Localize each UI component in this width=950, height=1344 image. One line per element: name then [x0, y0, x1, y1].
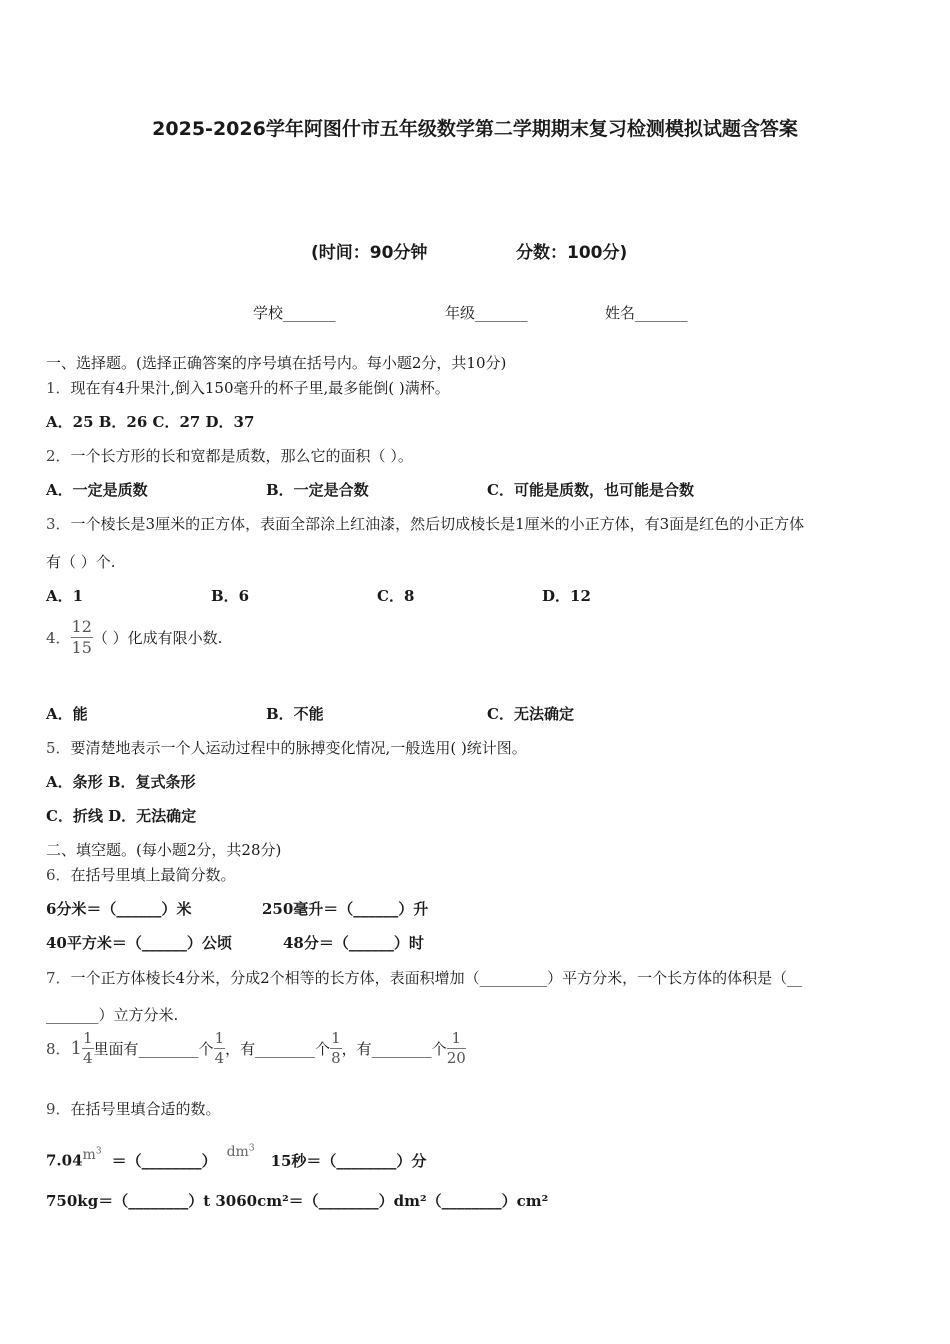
- blank-9a: [46, 1143, 426, 1171]
- whole-number: 1: [70, 1038, 82, 1059]
- question-number: 4．: [46, 629, 71, 647]
- grade-field: 年级_______: [445, 304, 528, 322]
- blank: ＝（________）: [111, 1151, 217, 1170]
- option-c: C．可能是质数，也可能是合数: [487, 481, 694, 499]
- question-3-continued: 有（ ）个.: [46, 553, 116, 571]
- exam-time: (时间：90分钟: [311, 243, 428, 263]
- blank-6c: 40平方米＝（______）公顷: [46, 934, 232, 952]
- question-text: 在括号里填上最简分数。: [70, 866, 236, 884]
- section-2-heading: 二、填空题。(每小题2分，共28分): [46, 841, 282, 859]
- numerator: 1: [447, 1031, 466, 1049]
- question-1-options: A．25 B．26 C．27 D．37: [46, 413, 255, 431]
- question-5-options-1: A．条形 B．复式条形: [46, 773, 196, 791]
- question-text: 一个正方体棱长4分米，分成2个相等的长方体，表面积增加（_________）平方分米，一个长方体的体积是（__: [70, 969, 803, 987]
- option-a: A．1: [46, 587, 84, 605]
- question-4: [46, 619, 222, 656]
- blank: 15秒＝（________）分: [270, 1151, 427, 1170]
- page-title: 2025-2026学年阿图什市五年级数学第二学期期末复习检测模拟试题含答案: [152, 118, 798, 140]
- option-b: B．6: [211, 587, 250, 605]
- option-a: A．一定是质数: [46, 481, 148, 499]
- question-text: （ ）化成有限小数.: [92, 629, 223, 647]
- question-2: [46, 445, 413, 466]
- question-3: [46, 513, 804, 534]
- blank-6d: 48分＝（______）时: [283, 934, 424, 952]
- denominator: 4: [214, 1049, 225, 1067]
- blank-6b: 250毫升＝（______）升: [262, 900, 429, 918]
- numerator: 1: [83, 1029, 93, 1047]
- denominator: 15: [71, 638, 92, 657]
- fraction: [71, 619, 93, 656]
- question-5: [46, 737, 527, 758]
- question-text: 要清楚地表示一个人运动过程中的脉搏变化情况,一般选用( )统计图。: [70, 739, 527, 757]
- numerator: 1: [331, 1029, 341, 1047]
- school-field: 学校_______: [253, 304, 336, 322]
- name-field: 姓名_______: [605, 304, 688, 322]
- denominator: 20: [446, 1049, 466, 1067]
- question-number: 9．: [46, 1100, 71, 1118]
- question-5-options-2: C．折线 D．无法确定: [46, 807, 197, 825]
- question-number: 8．: [46, 1040, 71, 1058]
- denominator: 8: [331, 1049, 341, 1067]
- question-1: [46, 377, 450, 398]
- question-8: [46, 1031, 466, 1066]
- option-a: A．能: [46, 705, 88, 723]
- blank-9b: 750kg＝（________）t 3060cm²＝（________）dm²（________）cm²: [46, 1192, 549, 1210]
- fraction: [447, 1031, 466, 1066]
- question-text: 一个长方形的长和宽都是质数，那么它的面积（ ）。: [70, 447, 413, 465]
- question-9: [46, 1098, 221, 1119]
- option-c: C．8: [377, 587, 415, 605]
- option-b: B．一定是合数: [266, 481, 369, 499]
- question-7: [46, 967, 802, 988]
- question-number: 6．: [46, 866, 71, 884]
- option-c: C．无法确定: [487, 705, 574, 723]
- blank-6a: 6分米＝（______）米: [46, 900, 192, 918]
- question-text: 在括号里填合适的数。: [70, 1100, 221, 1118]
- exam-score: 分数：100分): [516, 243, 628, 263]
- question-6: [46, 864, 236, 885]
- question-number: 2．: [46, 447, 71, 465]
- fraction: [82, 1031, 94, 1066]
- question-text: ，有________个: [341, 1040, 447, 1058]
- question-number: 1．: [46, 379, 71, 397]
- unit: $dm^3$: [226, 1143, 255, 1160]
- numerator: 12: [71, 617, 92, 636]
- option-d: D．12: [542, 587, 591, 605]
- unit: $m^3$: [82, 1146, 102, 1163]
- question-number: 5．: [46, 739, 71, 757]
- question-text: 里面有________个: [93, 1040, 214, 1058]
- option-b: B．不能: [266, 705, 324, 723]
- question-text: 一个棱长是3厘米的正方体，表面全部涂上红油漆，然后切成棱长是1厘米的小正方体，有3面是红色的小正方体: [70, 515, 805, 533]
- value: 7.04: [46, 1151, 83, 1170]
- fraction: [214, 1031, 226, 1066]
- fraction: [330, 1031, 342, 1066]
- question-number: 3．: [46, 515, 71, 533]
- section-1-heading: 一、选择题。(选择正确答案的序号填在括号内。每小题2分，共10分): [46, 354, 507, 372]
- question-text: 现在有4升果汁,倒入150毫升的杯子里,最多能倒( )满杯。: [70, 379, 450, 397]
- question-text: ，有________个: [225, 1040, 331, 1058]
- question-7-continued: _______）立方分米.: [46, 1006, 179, 1024]
- denominator: 4: [83, 1049, 93, 1067]
- question-number: 7．: [46, 969, 71, 987]
- numerator: 1: [214, 1029, 225, 1047]
